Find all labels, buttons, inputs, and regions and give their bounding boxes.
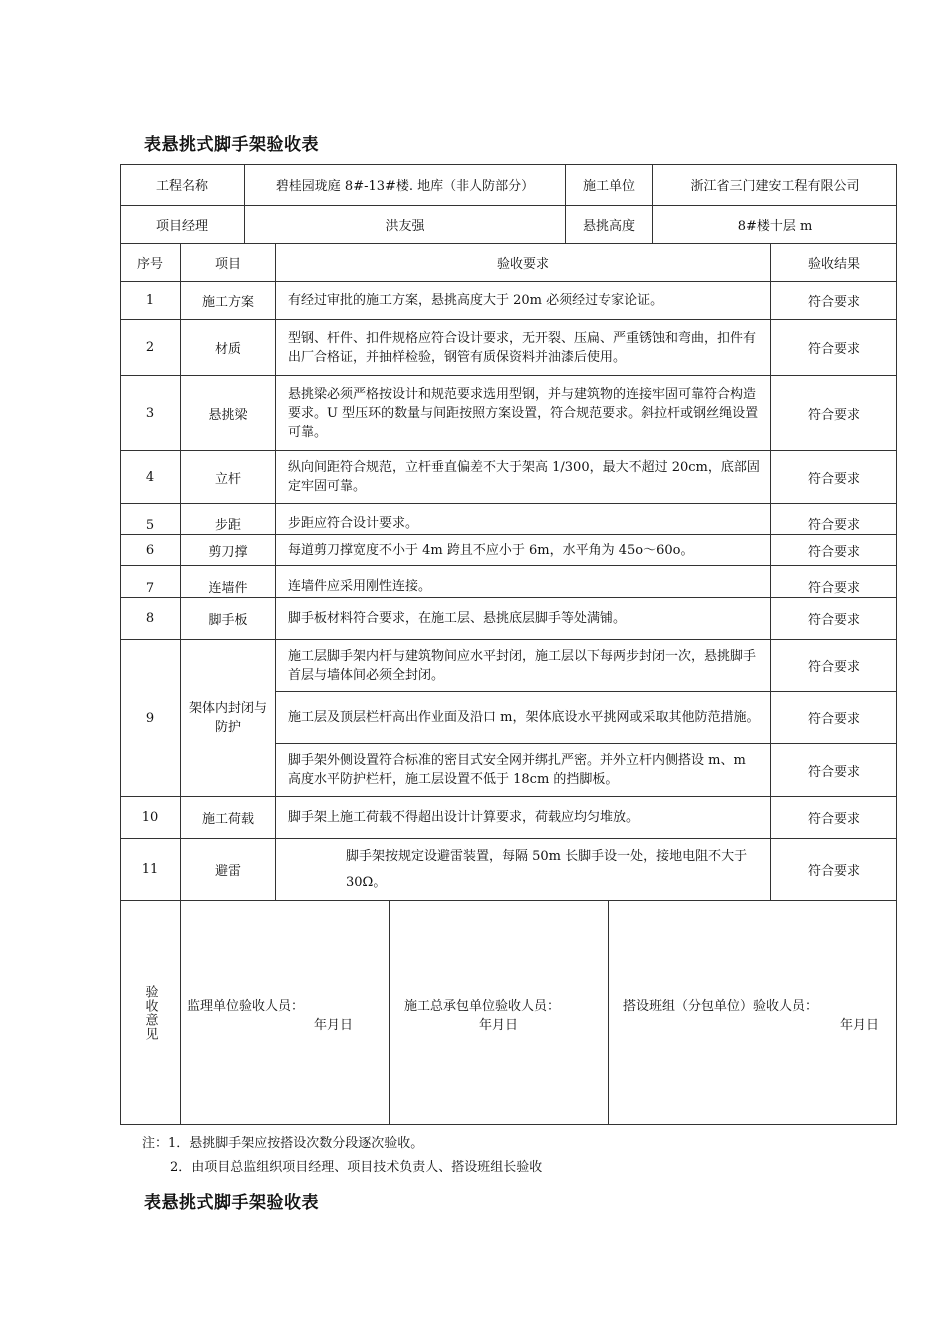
row-result: 符合要求 [771,598,897,640]
row-no: 8 [120,598,181,640]
row-item: 连墙件 [181,566,276,598]
row-item: 避雷 [181,839,276,901]
row-no: 3 [120,376,181,451]
row-item: 剪刀撑 [181,535,276,566]
row-requirement: 施工层脚手架内杆与建筑物间应水平封闭，施工层以下每两步封闭一次，悬挑脚手首层与墙体间必须全封闭。 [276,640,771,692]
page-title: 表悬挑式脚手架验收表 [144,135,319,155]
row-requirement: 脚手架按规定设避雷装置，每隔 50m 长脚手设一处，接地电阻不大于 30Ω。 [276,839,771,901]
project-name-value: 碧桂园珑庭 8#-13#楼. 地库（非人防部分） [245,164,566,206]
supervisor-date: 年月日 [314,1018,354,1033]
row-result: 符合要求 [771,504,897,535]
row-requirement: 悬挑梁必须严格按设计和规范要求选用型钢，并与建筑物的连接牢固可靠符合构造要求。U 型压环的数量与间距按照方案设置，符合规范要求。斜拉杆或钢丝绳设置可靠。 [276,376,771,451]
row-item: 脚手板 [181,598,276,640]
height-label: 悬挑高度 [566,206,653,244]
contractor-date: 年月日 [479,1018,519,1033]
opinion-label: 验收意见 [142,985,158,1041]
row-result: 符合要求 [771,451,897,504]
construction-unit-label: 施工单位 [566,164,653,206]
row-result: 符合要求 [771,282,897,320]
col-no-header: 序号 [120,244,181,282]
row-item: 架体内封闭与防护 [181,640,276,797]
row-requirement: 连墙件应采用刚性连接。 [276,566,771,598]
row-requirement: 纵向间距符合规范，立杆垂直偏差不大于架高 1/300，最大不超过 20cm，底部固定牢固可靠。 [276,451,771,504]
row-no: 2 [120,320,181,376]
col-requirement-header: 验收要求 [276,244,771,282]
height-value: 8#楼十层 m [653,206,897,244]
row-no: 7 [120,566,181,598]
row-item: 步距 [181,504,276,535]
manager-label: 项目经理 [120,206,245,244]
row-requirement: 型钢、杆件、扣件规格应符合设计要求，无开裂、压扁、严重锈蚀和弯曲，扣件有出厂合格证，并抽样检验，钢管有质保资料并油漆后使用。 [276,320,771,376]
row-no: 4 [120,451,181,504]
row-result: 符合要求 [771,692,897,744]
row-item: 材质 [181,320,276,376]
row-result: 符合要求 [771,744,897,797]
row-requirement: 步距应符合设计要求。 [276,504,771,535]
row-result: 符合要求 [771,535,897,566]
footer-title: 表悬挑式脚手架验收表 [144,1193,319,1213]
row-requirement: 脚手架上施工荷载不得超出设计计算要求，荷载应均匀堆放。 [276,797,771,839]
row-result: 符合要求 [771,566,897,598]
contractor-signature-label: 施工总承包单位验收人员： [404,999,561,1014]
supervisor-signature-label: 监理单位验收人员： [187,999,305,1014]
row-result: 符合要求 [771,797,897,839]
row-result: 符合要求 [771,320,897,376]
row-item: 悬挑梁 [181,376,276,451]
erector-date: 年月日 [840,1018,880,1033]
row-no: 6 [120,535,181,566]
row-no: 10 [120,797,181,839]
note-1: 注：1．悬挑脚手架应按搭设次数分段逐次验收。 [142,1136,424,1151]
row-requirement: 脚手板材料符合要求，在施工层、悬挑底层脚手等处满铺。 [276,598,771,640]
row-item: 施工荷载 [181,797,276,839]
row-requirement: 脚手架外侧设置符合标准的密目式安全网并绑扎严密。并外立杆内侧搭设 m、m 高度水平防护栏杆，施工层设置不低于 18cm 的挡脚板。 [276,744,771,797]
row-requirement: 施工层及顶层栏杆高出作业面及沿口 m，架体底设水平挑网或采取其他防范措施。 [276,692,771,744]
row-result: 符合要求 [771,839,897,901]
row-no: 1 [120,282,181,320]
row-result: 符合要求 [771,640,897,692]
erector-signature-label: 搭设班组（分包单位）验收人员： [623,999,819,1014]
row-item: 立杆 [181,451,276,504]
manager-value: 洪友强 [245,206,566,244]
row-no: 5 [120,504,181,535]
col-result-header: 验收结果 [771,244,897,282]
construction-unit-value: 浙江省三门建安工程有限公司 [653,164,897,206]
project-name-label: 工程名称 [120,164,245,206]
row-item: 施工方案 [181,282,276,320]
note-2: 2．由项目总监组织项目经理、项目技术负责人、搭设班组长验收 [170,1160,543,1175]
row-no: 9 [120,640,181,797]
col-item-header: 项目 [181,244,276,282]
opinion-label-cell [120,901,181,1125]
row-requirement: 每道剪刀撑宽度不小于 4m 跨且不应小于 6m，水平角为 45o～60o。 [276,535,771,566]
row-result: 符合要求 [771,376,897,451]
row-no: 11 [120,839,181,901]
row-requirement: 有经过审批的施工方案，悬挑高度大于 20m 必须经过专家论证。 [276,282,771,320]
